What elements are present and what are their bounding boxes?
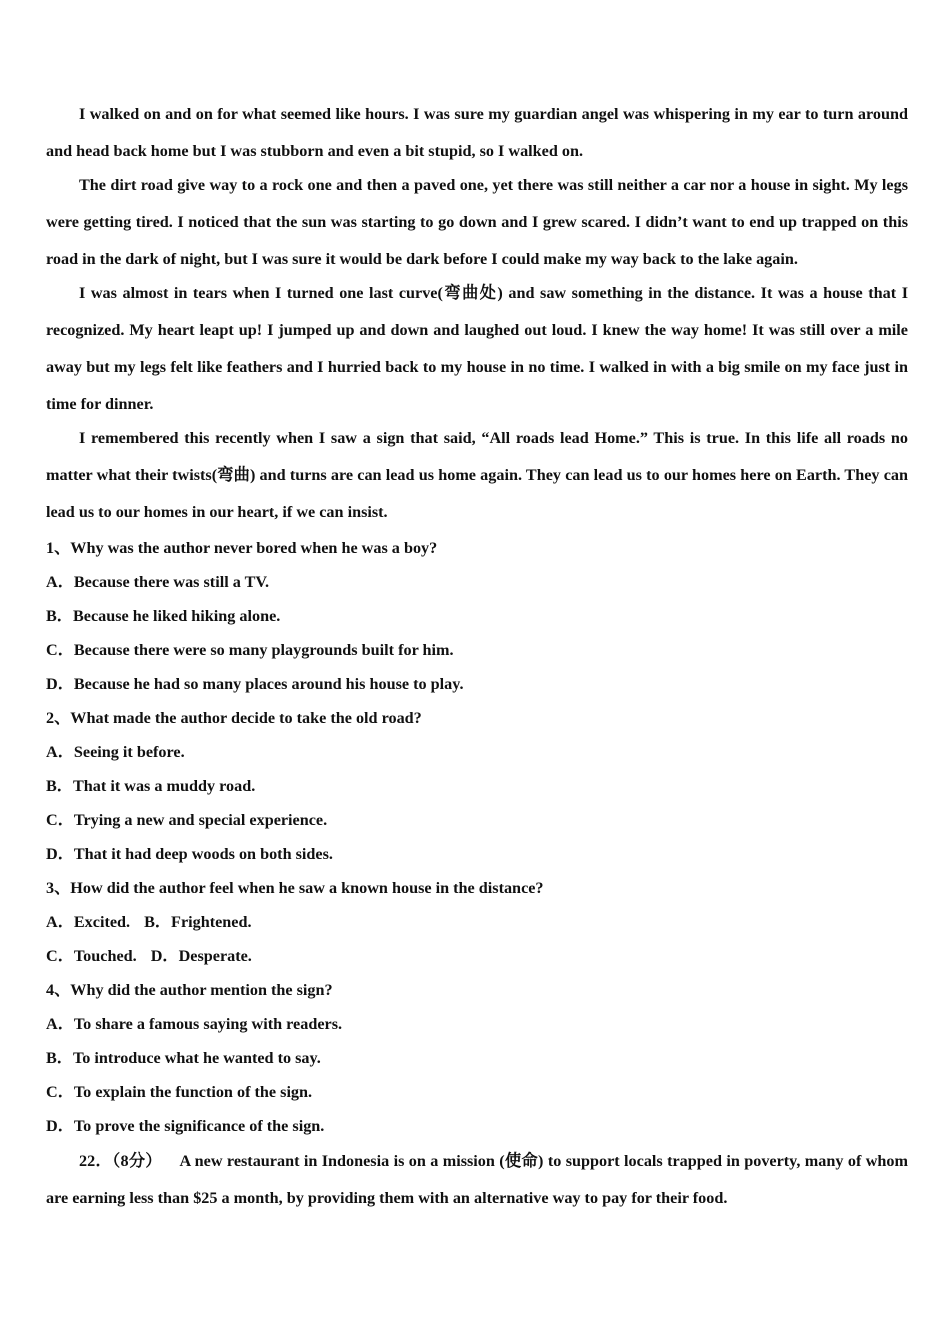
option-b: B．That it was a muddy road. <box>46 777 256 795</box>
question-2 <box>46 701 908 871</box>
question-stem: 2、What made the author decide to take the old road? <box>46 709 422 727</box>
option-c: C．Because there were so many playgrounds built for him. <box>46 641 454 659</box>
option-d: D．To prove the significance of the sign. <box>46 1117 325 1135</box>
passage-paragraph-3: I was almost in tears when I turned one last curve(弯曲处) and saw something in the distance. It was a house that I recognized. My heart leapt up! I jumped up and down and laughed out loud. I knew the way home! It was still over a mile away but my legs felt like feathers and I hurried back to my house in no time. I walked in with a big smile on my face just in time for dinner. <box>46 284 908 413</box>
option-d: D．That it had deep woods on both sides. <box>46 845 333 863</box>
document-page <box>46 96 908 1217</box>
question-3 <box>46 871 908 973</box>
option-a: A．Excited. <box>46 913 131 931</box>
question-stem: 1、Why was the author never bored when he was a boy? <box>46 539 438 557</box>
question-stem: 4、Why did the author mention the sign? <box>46 981 333 999</box>
passage-paragraph-4: I remembered this recently when I saw a sign that said, “All roads lead Home.” This is true. In this life all roads no matter what their twists(弯曲) and turns are can lead us home again. They can lead us to our homes here on Earth. They can lead us to our homes in our heart, if we can insist. <box>46 429 908 521</box>
section-22-intro <box>46 1143 908 1217</box>
option-d: D．Because he had so many places around his house to play. <box>46 675 464 693</box>
option-b: B．To introduce what he wanted to say. <box>46 1049 321 1067</box>
option-b: B．Frightened. <box>144 913 252 931</box>
option-a: A．To share a famous saying with readers. <box>46 1015 343 1033</box>
question-1 <box>46 531 908 701</box>
option-row-ab <box>46 905 908 939</box>
option-c: C．To explain the function of the sign. <box>46 1083 313 1101</box>
section-number: 22．（8分） <box>79 1152 162 1170</box>
passage-paragraph-1: I walked on and on for what seemed like hours. I was sure my guardian angel was whispering in my ear to turn around and head back home but I was stubborn and even a bit stupid, so I walked on. <box>46 105 908 160</box>
question-4 <box>46 973 908 1143</box>
option-c: C．Touched. <box>46 947 137 965</box>
option-row-cd <box>46 939 908 973</box>
option-d: D．Desperate. <box>150 947 252 965</box>
option-a: A．Because there was still a TV. <box>46 573 270 591</box>
option-b: B．Because he liked hiking alone. <box>46 607 281 625</box>
option-a: A．Seeing it before. <box>46 743 185 761</box>
question-stem: 3、How did the author feel when he saw a known house in the distance? <box>46 879 544 897</box>
option-c: C．Trying a new and special experience. <box>46 811 328 829</box>
section-text: A new restaurant in Indonesia is on a mission (使命) to support locals trapped in poverty, many of whom are earning less than $25 a month, by providing them with an alternative way to pay for their food. <box>46 1152 908 1207</box>
passage-paragraph-2: The dirt road give way to a rock one and then a paved one, yet there was still neither a car nor a house in sight. My legs were getting tired. I noticed that the sun was starting to go down and I grew scared. I didn’t want to end up trapped on this road in the dark of night, but I was sure it would be dark before I could make my way back to the lake again. <box>46 176 908 268</box>
